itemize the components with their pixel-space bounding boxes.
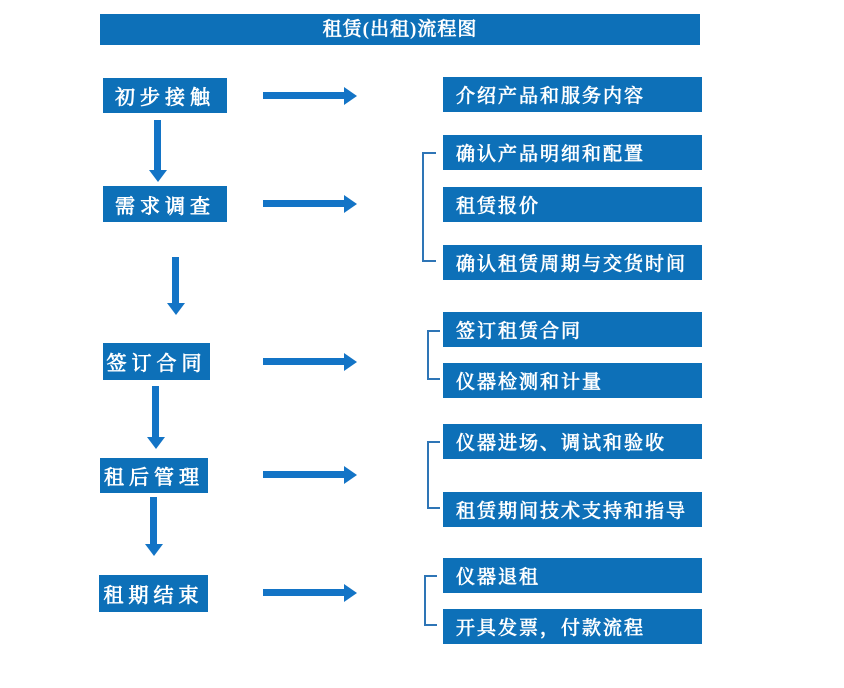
detail-box-tech-support: 租赁期间技术支持和指导 [443,492,702,527]
detail-box-confirm-product-spec: 确认产品明细和配置 [443,135,702,170]
bracket-demand-survey-group [422,152,436,262]
down-arrow-3 [152,386,159,437]
detail-box-instrument-return: 仪器退租 [443,558,702,593]
stage-box-sign-contract: 签订合同 [103,343,210,380]
stage-box-initial-contact: 初步接触 [103,78,227,113]
detail-box-introduce-products: 介绍产品和服务内容 [443,77,702,112]
detail-box-invoice-payment: 开具发票，付款流程 [443,609,702,644]
detail-box-instrument-setup: 仪器进场、调试和验收 [443,424,702,459]
bracket-lease-end-group [424,575,437,626]
title-bar [100,14,700,45]
right-arrow-4 [263,471,344,478]
detail-box-sign-rental-contract: 签订租赁合同 [443,312,702,347]
down-arrow-2 [172,257,179,303]
stage-box-post-rental-management: 租后管理 [100,458,208,493]
right-arrow-5 [263,589,344,596]
bracket-sign-contract-group [427,330,440,380]
down-arrow-1 [154,120,161,170]
right-arrow-1 [263,92,344,99]
bracket-post-rental-group [427,441,440,509]
right-arrow-2 [263,200,344,207]
detail-box-instrument-testing: 仪器检测和计量 [443,363,702,398]
right-arrow-3 [263,358,344,365]
stage-box-lease-end: 租期结束 [99,575,208,612]
down-arrow-4 [150,497,157,544]
detail-box-confirm-period: 确认租赁周期与交货时间 [443,245,702,280]
detail-box-rental-quote: 租赁报价 [443,187,702,222]
page-title: 租赁(出租)流程图 [322,19,478,40]
stage-box-demand-survey: 需求调查 [103,186,227,222]
